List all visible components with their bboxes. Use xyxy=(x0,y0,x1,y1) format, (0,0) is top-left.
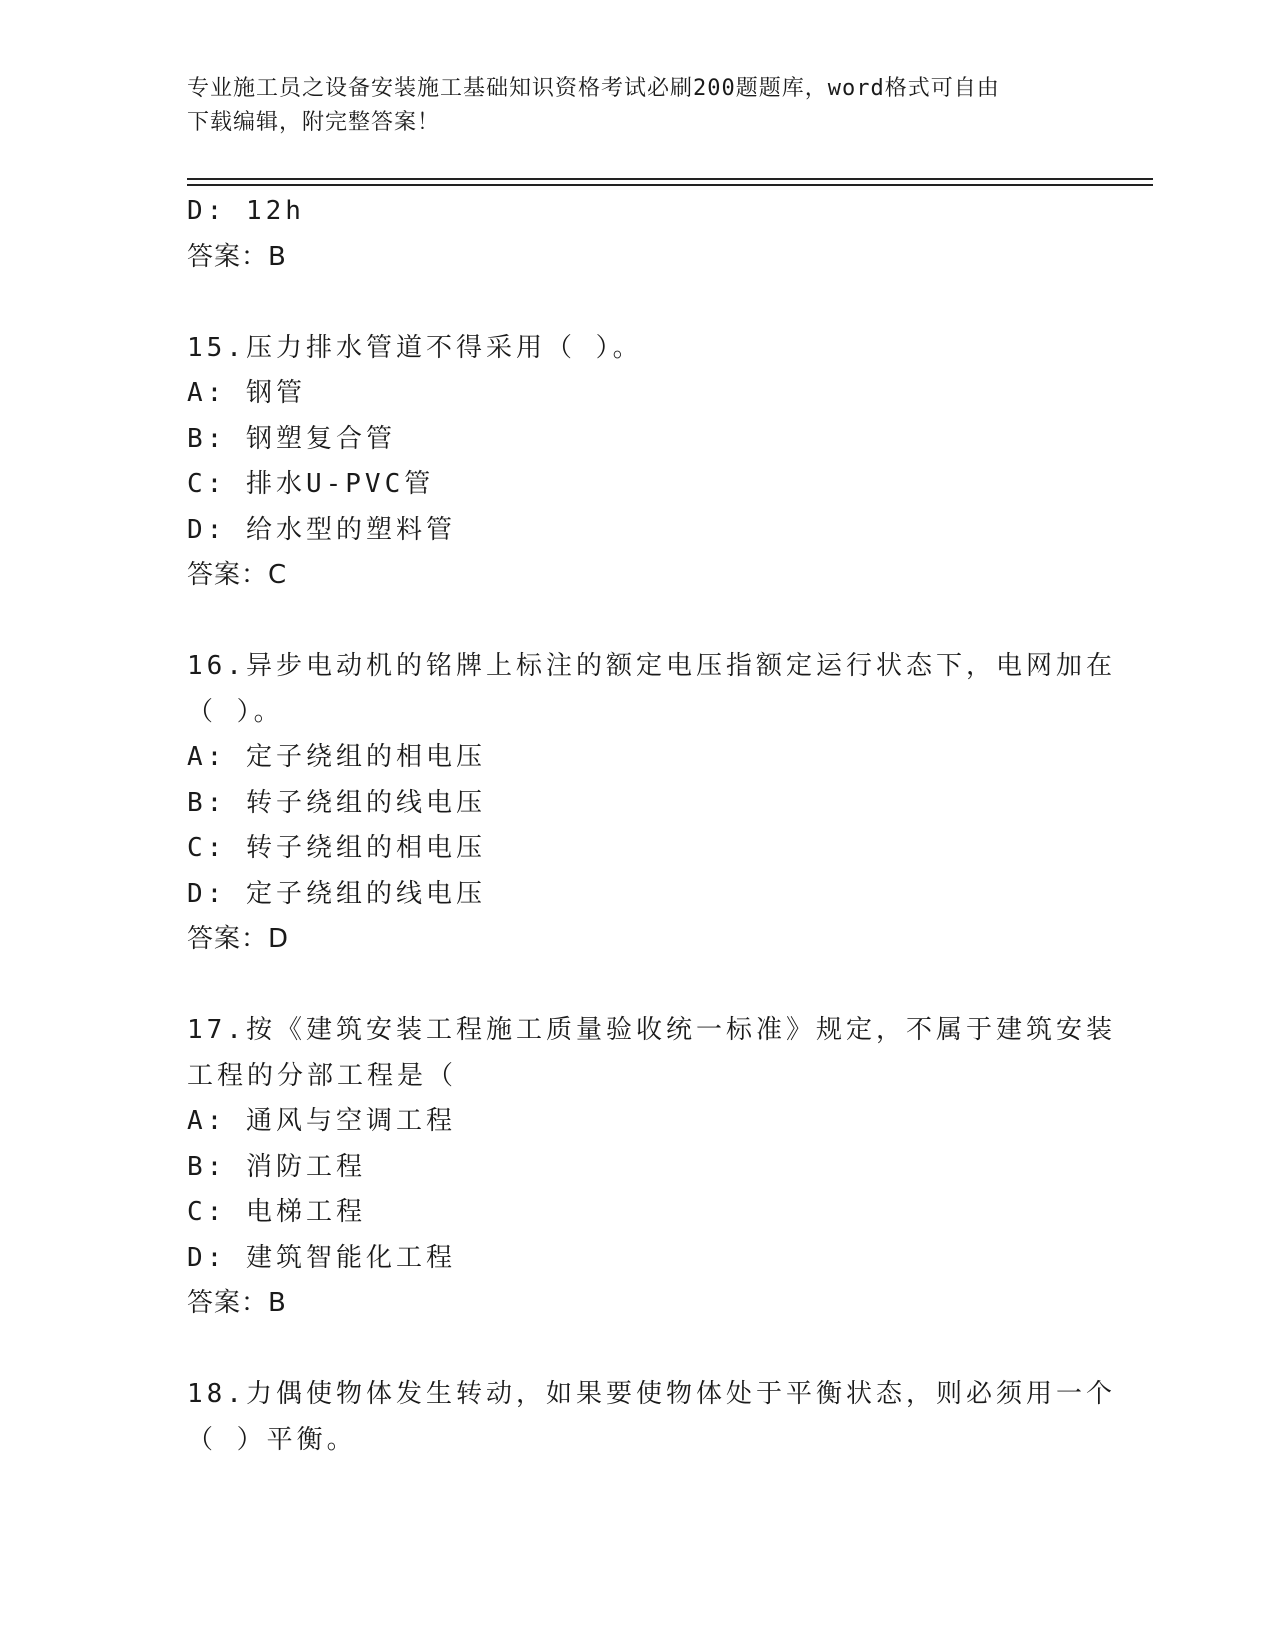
header-divider-bottom xyxy=(187,184,1153,186)
option-b: B: 钢塑复合管 xyxy=(187,423,396,454)
option-a: A: 通风与空调工程 xyxy=(187,1106,456,1136)
question-16 xyxy=(187,644,1116,963)
document-header xyxy=(187,72,1087,140)
option-d: D: 12h xyxy=(187,196,305,226)
question-17 xyxy=(187,1008,1116,1327)
question-18 xyxy=(187,1372,1116,1463)
question-15 xyxy=(187,326,1087,599)
option-d: D: 给水型的塑料管 xyxy=(187,514,456,545)
option-c: C: 排水U-PVC管 xyxy=(187,469,435,499)
answer-line: 答案：C xyxy=(187,560,288,590)
option-a: A: 钢管 xyxy=(187,378,306,408)
answer-line: 答案：B xyxy=(187,1288,287,1318)
question-stem-continued: （ ）。 xyxy=(187,696,284,727)
answer-line: 答案：B xyxy=(187,241,287,272)
option-d: D: 建筑智能化工程 xyxy=(187,1242,456,1273)
header-line-1: 专业施工员之设备安装施工基础知识资格考试必刷200题题库，word格式可自由 xyxy=(187,76,1000,101)
option-a: A: 定子绕组的相电压 xyxy=(187,742,486,772)
spacer xyxy=(187,963,1087,1009)
header-divider-top xyxy=(187,178,1153,180)
option-c: C: 转子绕组的相电压 xyxy=(187,833,486,863)
option-d: D: 定子绕组的线电压 xyxy=(187,878,486,909)
question-stem-continued: （ ）平衡。 xyxy=(187,1424,357,1455)
option-c: C: 电梯工程 xyxy=(187,1197,366,1227)
document-body xyxy=(187,189,1116,1463)
answer-line: 答案：D xyxy=(187,924,290,954)
question-stem-continued: 工程的分部工程是（ xyxy=(187,1060,458,1091)
spacer xyxy=(187,280,1087,326)
spacer xyxy=(187,1327,1087,1373)
question-14-tail xyxy=(187,189,1087,280)
spacer xyxy=(187,599,1087,645)
header-line-2: 下载编辑，附完整答案！ xyxy=(187,110,441,135)
option-b: B: 转子绕组的线电压 xyxy=(187,787,486,818)
question-stem: 17.按《建筑安装工程施工质量验收统一标准》规定，不属于建筑安装 xyxy=(187,1015,1116,1045)
option-b: B: 消防工程 xyxy=(187,1151,366,1182)
question-stem: 18.力偶使物体发生转动，如果要使物体处于平衡状态，则必须用一个 xyxy=(187,1379,1116,1409)
question-stem: 16.异步电动机的铭牌上标注的额定电压指额定运行状态下，电网加在 xyxy=(187,651,1116,681)
question-stem: 15.压力排水管道不得采用（ ）。 xyxy=(187,332,643,363)
